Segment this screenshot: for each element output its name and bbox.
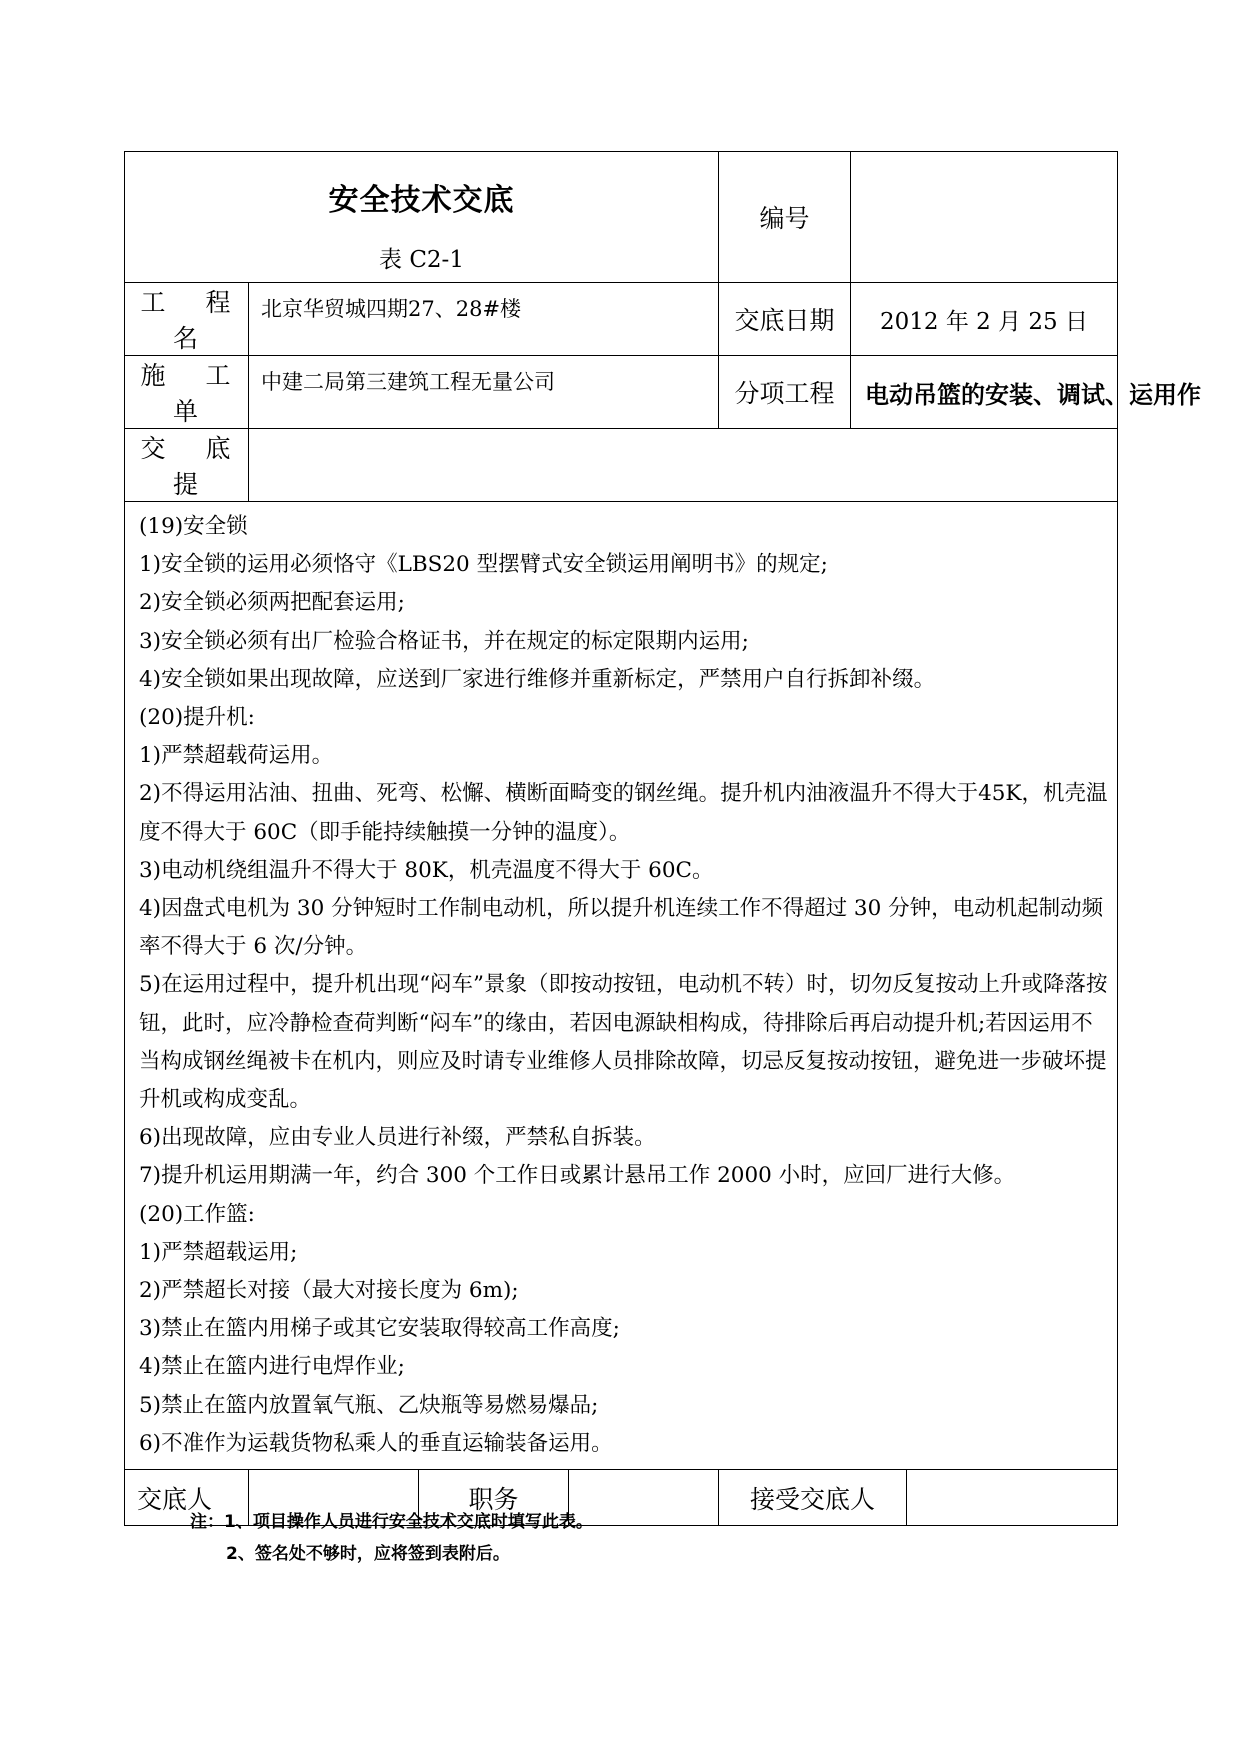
construction-unit-field[interactable]: 中建二局第三建筑工程无量公司: [249, 356, 719, 429]
form-title-cell: [125, 152, 719, 283]
disclosure-form: [124, 151, 1201, 1526]
content-line: 6)出现故障，应由专业人员进行补缀，严禁私自拆装。: [139, 1125, 656, 1151]
content-line: 1)严禁超载荷运用。: [139, 743, 334, 769]
content-line: 3)禁止在篮内用梯子或其它安装取得较高工作高度;: [139, 1316, 620, 1342]
position-label: 职务: [419, 1470, 569, 1526]
project-name-field[interactable]: 北京华贸城四期27、28#楼: [249, 283, 719, 356]
content-line: 4)禁止在篮内进行电焊作业;: [139, 1354, 405, 1380]
number-field[interactable]: [851, 152, 1118, 283]
content-line: 6)不准作为运载货物私乘人的垂直运输装备运用。: [139, 1430, 613, 1456]
disclosure-brief-label: 交 底 提: [125, 429, 249, 502]
form-title: 安全技术交底: [328, 182, 515, 218]
content-line: 2)严禁超长对接（最大对接长度为 6m);: [139, 1278, 519, 1304]
disclosure-brief-field[interactable]: [249, 429, 1118, 502]
subproject-label: 分项工程: [719, 356, 851, 429]
content-line: 4)安全锁如果出现故障，应送到厂家进行维修并重新标定，严禁用户自行拆卸补缀。: [139, 666, 936, 692]
form-code: 表 C2-1: [379, 246, 464, 273]
content-line: 7)提升机运用期满一年，约合 300 个工作日或累计悬吊工作 2000 小时，应回厂进行大修。: [139, 1163, 1016, 1189]
note-line: 2、签名处不够时，应将签到表附后。: [226, 1544, 510, 1564]
receiver-signature-field[interactable]: [907, 1470, 1118, 1526]
discloser-label: 交底人: [125, 1470, 249, 1526]
content-line: 5)禁止在篮内放置氧气瓶、乙炔瓶等易燃易爆品;: [139, 1392, 599, 1418]
number-label: 编号: [719, 152, 851, 283]
disclosure-content: [125, 502, 1118, 1470]
content-line: 5)在运用过程中，提升机出现“闷车”景象（即按动按钮，电动机不转）时，切勿反复按动上升或降落按钮，此时，应冷静检查荷判断“闷车”的缘由，若因电源缺相构成，待排除后再启动提升机;若因运用不当构成钢丝绳被卡在机内，则应及时请专业维修人员排除故障，切忌反复按动按钮，避免进一步破坏提升机或构成变乱。: [139, 972, 1108, 1113]
content-line: (20)工作篮:: [139, 1201, 255, 1227]
receiver-label: 接受交底人: [719, 1470, 907, 1526]
content-line: (19)安全锁: [139, 514, 248, 539]
content-line: (20)提升机:: [139, 705, 255, 731]
content-line: 1)严禁超载运用;: [139, 1239, 298, 1265]
note-line: 注：1、项目操作人员进行安全技术交底时填写此表。: [190, 1512, 593, 1532]
content-line: 1)安全锁的运用必须恪守《LBS20 型摆臂式安全锁运用阐明书》的规定;: [139, 552, 828, 578]
content-line: 4)因盘式电机为 30 分钟短时工作制电动机，所以提升机连续工作不得超过 30 分钟，电动机起制动频率不得大于 6 次/分钟。: [139, 896, 1104, 960]
disclosure-date-field[interactable]: 2012 年 2 月 25 日: [851, 283, 1118, 356]
form-table: [124, 151, 1201, 1526]
content-line: 2)不得运用沾油、扭曲、死弯、松懈、横断面畸变的钢丝绳。提升机内油液温升不得大于45K，机壳温度不得大于 60C（即手能持续触摸一分钟的温度）。: [139, 781, 1108, 845]
construction-unit-label: 施 工 单: [125, 356, 249, 429]
disclosure-date-label: 交底日期: [719, 283, 851, 356]
content-line: 3)电动机绕组温升不得大于 80K，机壳温度不得大于 60C。: [139, 857, 714, 883]
form-notes: [190, 1506, 593, 1570]
subproject-field[interactable]: 电动吊篮的安装、调试、运用作: [851, 356, 1118, 429]
project-name-label: 工 程 名: [125, 283, 249, 356]
content-line: 2)安全锁必须两把配套运用;: [139, 590, 405, 616]
content-line: 3)安全锁必须有出厂检验合格证书，并在规定的标定限期内运用;: [139, 628, 749, 654]
